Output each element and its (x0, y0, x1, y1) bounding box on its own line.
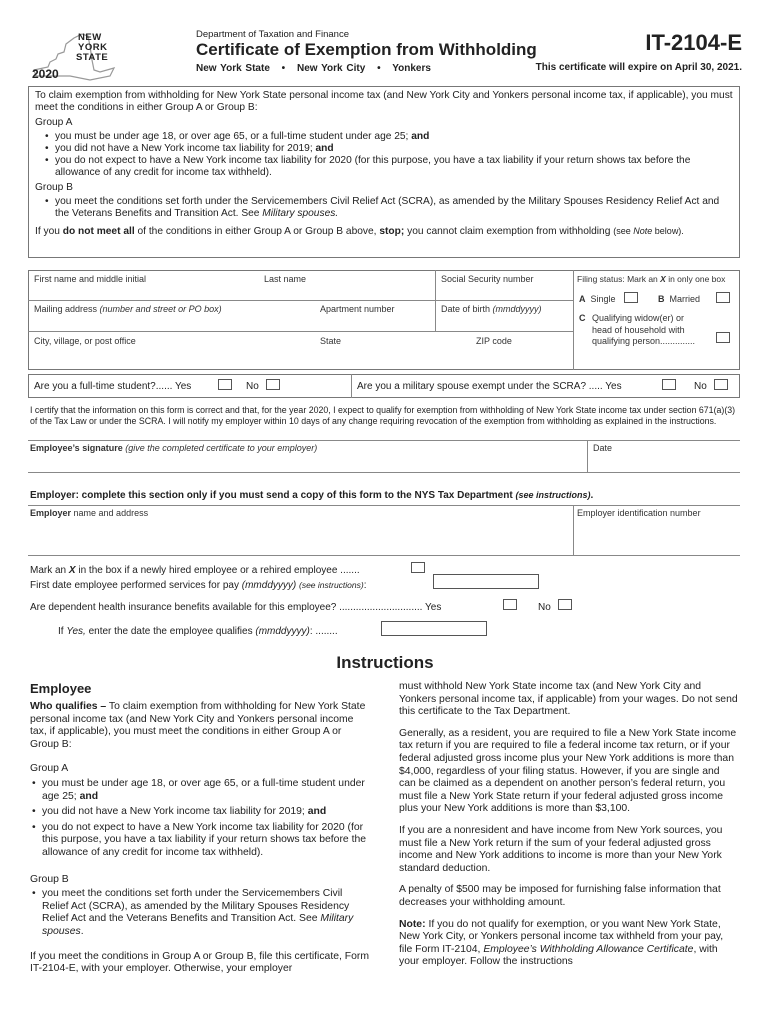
separator-dot: • (377, 63, 381, 74)
student-question: Are you a full-time student?...... Yes (34, 381, 192, 392)
ssn-field[interactable]: Social Security number (441, 274, 534, 284)
military-no-label: No (694, 381, 707, 392)
logo-text-york: YORK (78, 42, 108, 53)
employer-section-heading: Employer: complete this section only if you must send a copy of this form to the NYS Tax Department (see instructions). (30, 490, 594, 501)
last-name-field[interactable]: Last name (264, 274, 307, 284)
file-certificate-text: If you meet the conditions in Group A or Group B, file this certificate, Form IT-2104-E, with your employer. Otherwise, your employer (30, 950, 370, 975)
instr-group-b-list (30, 888, 370, 938)
new-hire-label: Mark an X in the box if a newly hired employee or a rehired employee ....... (30, 565, 360, 576)
certification-text: I certify that the information on this form is correct and that, for the year 2020, I expect to qualify for exemption from withholding of New York State income tax under section 671(a)(3) of the Tax Law or under the SCRA. I will notify my employer within 10 days of any change requiring revocation of the exemption from withholding as explained in the instructions. (30, 405, 736, 426)
military-no-checkbox[interactable] (714, 379, 728, 390)
dob-field[interactable]: Date of birth (mmddyyyy) (441, 304, 542, 314)
group-a-item: • you do not expect to have a New York income tax liability for 2020 (for this purpose, you have a tax liability if your return shows tax before the allowance of any credit for income tax withheld). (43, 155, 733, 179)
military-question: Are you a military spouse exempt under the SCRA? ..... Yes (357, 381, 622, 392)
first-date-input[interactable] (433, 574, 539, 589)
state-field[interactable]: State (320, 336, 342, 346)
instructions-left-column (30, 681, 370, 985)
filing-status-label: Filing status: Mark an X in only one box (577, 274, 726, 284)
nys-logo (30, 26, 120, 84)
group-b-item: • you meet the conditions set forth under the Servicemembers Civil Relief Act (SCRA), as amended by the Military Spouses Residency Relief Act and the Veterans Benefits and Transition Act. See Military spouses. (43, 196, 733, 220)
jurisdiction-nys: New York State (196, 63, 270, 74)
jurisdiction-yonkers: Yonkers (392, 63, 431, 74)
eligibility-box (28, 86, 740, 258)
instr-group-a-heading: Group A (30, 763, 69, 775)
instr-group-b-heading: Group B (30, 873, 69, 885)
right-paragraph-4: A penalty of $500 may be imposed for furnishing false information that decreases your withholding amount. (399, 884, 721, 908)
department-name: Department of Taxation and Finance (196, 29, 349, 40)
separator-dot: • (281, 63, 286, 74)
logo-text-state: STATE (76, 52, 109, 63)
right-paragraph-2: Generally, as a resident, you are required to file a New York State income tax return if you are required to file a federal income tax return, or if your federal adjusted gross income plus your New York additions is more than $4,000, regardless of your filing status. However, if you are single and can be claimed as a dependent on another person’s federal return, you must file a New York State return if your federal adjusted gross income plus your New York additions is more than $3,100. (399, 727, 737, 815)
health-yes-checkbox[interactable] (503, 599, 517, 610)
not-meet-notice: If you do not meet all of the conditions in either Group A or Group B above, stop; you cannot claim exemption from withholding (see Note below). (35, 226, 684, 238)
student-no-label: No (246, 381, 259, 392)
apartment-field[interactable]: Apartment number (320, 304, 395, 314)
form-title: Certificate of Exemption from Withholding (196, 40, 537, 59)
jurisdiction-nyc: New York City (296, 63, 366, 74)
right-paragraph-3: If you are a nonresident and have income from New York sources, you must file a New York return if the sum of your federal adjusted gross income and New York additions to income is more than your New York standard deduction. (399, 824, 723, 874)
health-no-checkbox[interactable] (558, 599, 572, 610)
expiration-notice: This certificate will expire on April 30, 2021. (535, 62, 742, 73)
health-no-label: No (538, 602, 551, 613)
qualify-date-label: If Yes, enter the date the employee qualifies (mmddyyyy): ........ (58, 626, 338, 637)
filing-option-single: A Single (579, 294, 616, 304)
instructions-right-column (399, 681, 739, 978)
filing-option-widow: Qualifying widow(er) or head of household with qualifying person.............. (592, 313, 696, 346)
who-qualifies-text: Who qualifies – To claim exemption from withholding for New York State personal income tax (and New York City and Yonkers personal income tax, if applicable), you must meet the conditions in either Group A or Group B: (30, 701, 366, 750)
instructions-title: Instructions (336, 653, 434, 672)
qualify-date-input[interactable] (381, 621, 487, 636)
military-yes-checkbox[interactable] (662, 379, 676, 390)
group-a-item: • you did not have a New York income tax liability for 2019; and (43, 143, 733, 155)
group-b-list (43, 196, 733, 220)
logo-text-new: NEW (78, 32, 102, 43)
group-a-list (43, 131, 733, 180)
jurisdictions (196, 63, 431, 74)
form-number: IT-2104-E (645, 30, 742, 55)
instr-group-a-item: • you do not expect to have a New York income tax liability for 2020 (for this purpose, you have a tax liability if your return shows tax before the allowance of any credit for income tax withheld). (30, 822, 370, 860)
married-checkbox[interactable] (716, 292, 730, 303)
first-date-label: First date employee performed services for pay (mmddyyyy) (see instructions): (30, 580, 367, 591)
widow-checkbox[interactable] (716, 332, 730, 343)
instr-group-a-item: • you did not have a New York income tax liability for 2019; and (30, 806, 370, 819)
filing-option-c-letter: C (579, 313, 586, 323)
mailing-address-field[interactable]: Mailing address (number and street or PO box) (34, 304, 222, 314)
employee-signature-field[interactable]: Employee’s signature (give the completed certificate to your employer) (30, 443, 318, 453)
city-field[interactable]: City, village, or post office (34, 336, 136, 346)
first-name-field[interactable]: First name and middle initial (34, 274, 147, 284)
instr-group-a-item: • you must be under age 18, or over age 65, or a full-time student under age 25; and (30, 778, 370, 803)
employee-heading: Employee (30, 681, 92, 696)
group-a-item: • you must be under age 18, or over age 65, or a full-time student under age 25; and (43, 131, 733, 143)
filing-option-married: B Married (658, 294, 701, 304)
note-paragraph: Note: If you do not qualify for exemption, or you want New York State, New York City, or Yonkers personal income tax withheld from your pay, file Form IT-2104, Employee’s Withholding Allowance Certificate, with your employer. Follow the instructions (399, 918, 724, 968)
right-paragraph-1: must withhold New York State income tax (and New York City and Yonkers personal income tax, if applicable) from your wages. Do not send this certificate to the Tax Department. (399, 681, 738, 718)
student-no-checkbox[interactable] (266, 379, 280, 390)
intro-text: To claim exemption from withholding for New York State personal income tax (and New York City and Yonkers personal income tax, if applicable), you must meet the conditions in either Group A or Group B: (35, 90, 733, 114)
form-year: 2020 (32, 67, 59, 81)
new-hire-checkbox[interactable] (411, 562, 425, 573)
group-b-heading: Group B (35, 182, 73, 194)
instr-group-b-item: • you meet the conditions set forth under the Servicemembers Civil Relief Act (SCRA), as amended by the Military Spouses Residency Relief Act and the Veterans Benefits and Transition Act. See Military spouses. (30, 888, 370, 938)
health-benefits-question: Are dependent health insurance benefits available for this employee? .............................. Yes (30, 602, 442, 613)
employer-name-address-field[interactable]: Employer name and address (30, 508, 149, 518)
signature-date-field[interactable]: Date (593, 443, 613, 453)
student-yes-checkbox[interactable] (218, 379, 232, 390)
group-a-heading: Group A (35, 117, 73, 129)
instr-group-a-list (30, 778, 370, 860)
zip-field[interactable]: ZIP code (476, 336, 512, 346)
single-checkbox[interactable] (624, 292, 638, 303)
ein-field[interactable]: Employer identification number (577, 508, 701, 518)
